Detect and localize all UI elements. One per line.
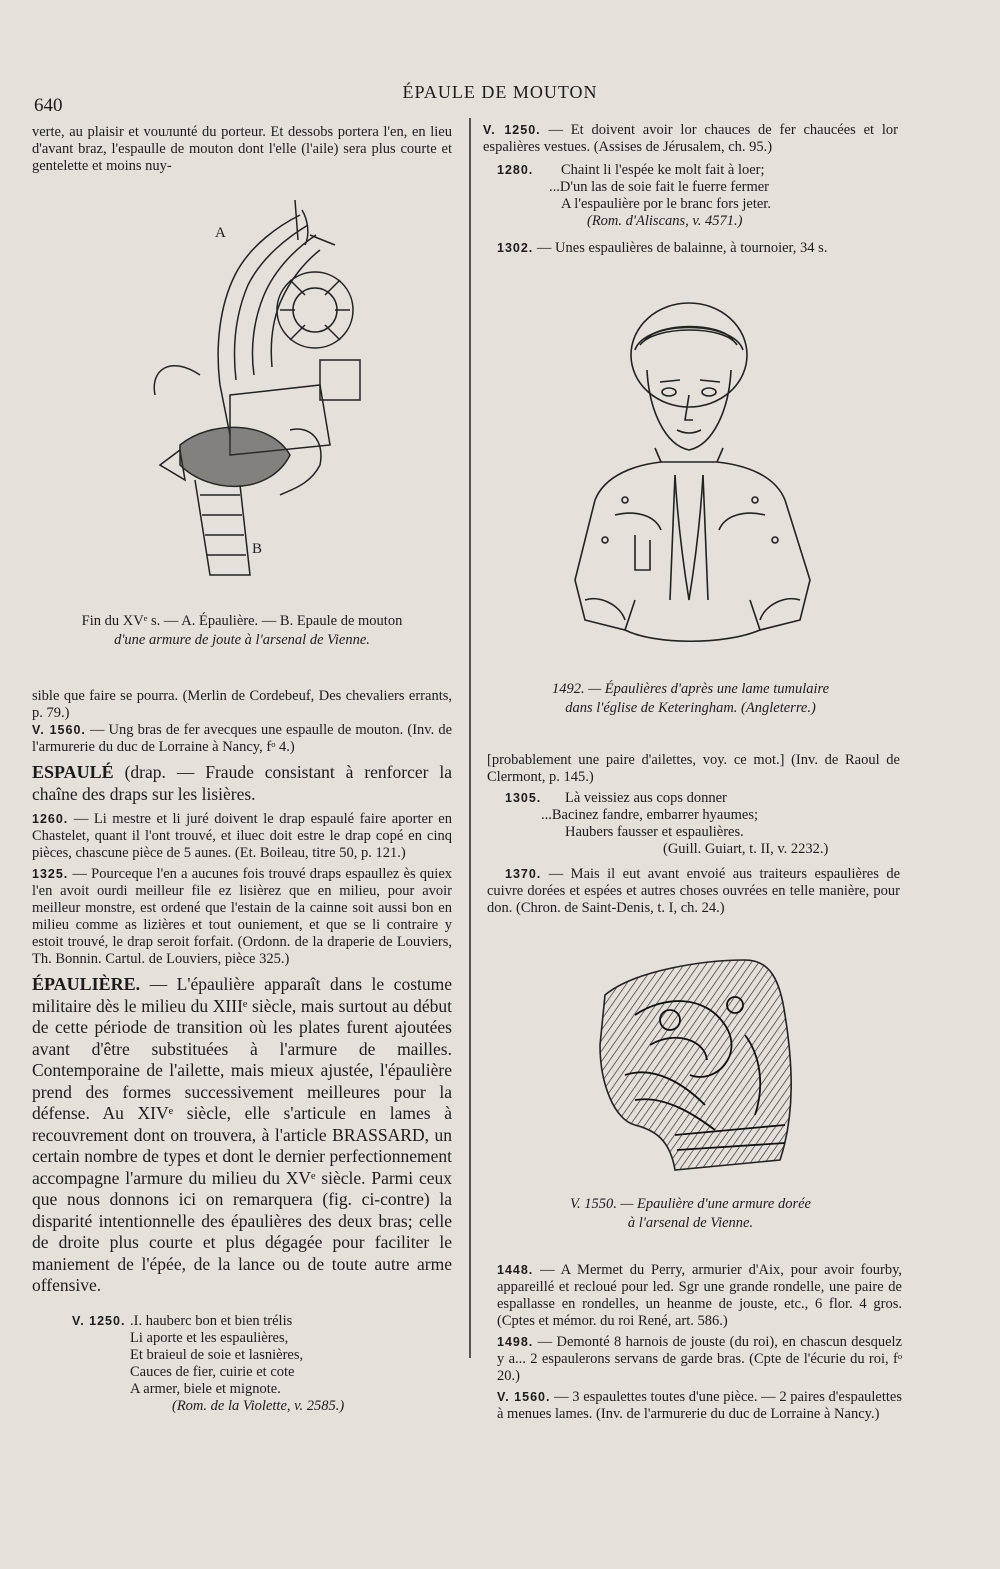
armour-drawing-figure xyxy=(140,195,390,595)
verse-line: Là veissiez aus cops donner xyxy=(565,790,727,806)
fig2-caption-line1: 1492. — Épaulières d'après une lame tumulaire xyxy=(551,681,830,697)
tomb-effigy-figure xyxy=(565,300,825,670)
running-title: ÉPAULE DE MOUTON xyxy=(402,82,598,102)
entry-year: V. 1250. xyxy=(483,123,541,137)
entry-year: V. 1560. xyxy=(497,1390,551,1404)
verse-line: A l'espaulière por le branc fors jeter. xyxy=(561,196,771,212)
verse-line: Haubers fausser et espaulières. xyxy=(565,824,744,840)
left-column xyxy=(32,124,452,175)
fig1-caption-line1: Fin du XVᵉ s. — A. Épaulière. — B. Epaule de mouton xyxy=(81,613,403,629)
verse-source: (Rom. de la Violette, v. 2585.) xyxy=(172,1397,345,1414)
epauliere-definition: — L'épaulière apparaît dans le costume militaire dès le milieu du XIIIᵉ siècle, mais surtout au début de cette période de transition où les plates furent ajoutées avant d'être substituées à l'armure de mailles. Contemporaine de l'ailette, mais mieux ajustée, l'épaulière prend des formes successivement meilleures pour la défense. Au XIVᵉ siècle, elle s'articule en lames à recouvrement dont on trouvera, à l'article BRASSARD, un certain nombre de types et dont le dernier perfectionnement accompagne l'armure du milieu du XVᵉ siècle. Parmi ceux que nous donnons ici on remarquera (fig. ci-contre) la disparité intentionnelle des épaulières des deux bras; celle de droite plus courte et plus dégagée pour faciliter le maniement de l'épée, de la lance ou de toute autre arme offensive. xyxy=(32,974,453,1295)
entry-year: 1302. xyxy=(497,241,534,255)
fig3-caption-block xyxy=(483,1195,898,1233)
entry-text: — Mais il eut avant envoié aus traiteurs espaulières de cuivre dorées et espées et autres choses ouvrées en telle manière, pour don. (Chron. de Saint-Denis, t. I, ch. 24.) xyxy=(487,866,901,916)
fig2-caption-block xyxy=(483,680,898,718)
entry-year: 1370. xyxy=(505,867,542,881)
verse-line: Et braieul de soie et lasnières, xyxy=(130,1346,304,1363)
entry-year: V. 1250. xyxy=(72,1313,126,1328)
espaule-definition: (drap. — Fraude consistant à renforcer la chaîne des draps sur les lisières. xyxy=(32,762,452,804)
verse-line: Chaint li l'espée ke molt fait à loer; xyxy=(561,162,765,178)
fig3-caption-line2: à l'arsenal de Vienne. xyxy=(627,1215,754,1231)
right-column-middle xyxy=(487,752,900,917)
verse-block xyxy=(487,790,900,858)
intro-paragraph: verte, au plaisir et vouлunté du porteur. Et dessobs portera l'en, en lieu d'avant braz, l'espaulle de mouton dont l'elle (l'aile) sera plus courte et gentelette et moins nuy- xyxy=(32,124,452,174)
verse-line: .I. hauberc bon et bien trélis xyxy=(130,1312,293,1329)
verse-source: (Rom. d'Aliscans, v. 4571.) xyxy=(587,213,743,229)
gilded-pauldron-figure xyxy=(595,955,805,1175)
entry-year: 1305. xyxy=(505,791,542,805)
verse-line: ...D'un las de soie fait le fuerre fermer xyxy=(549,179,770,195)
entry-year: V. 1560. xyxy=(32,723,86,737)
entry-year: 1260. xyxy=(32,812,69,826)
fig2-caption-line2: dans l'église de Keteringham. (Angleterre.) xyxy=(565,700,816,716)
verse-block xyxy=(483,162,898,230)
entry-text: — Et doivent avoir lor chauces de fer chaucées et lor espalières vestues. (Assises de Jérusalem, ch. 95.) xyxy=(483,122,899,155)
entry-year: 1325. xyxy=(32,867,69,881)
verse-line: A armer, biele et mignote. xyxy=(130,1380,281,1397)
column-divider xyxy=(469,118,471,1358)
verse-source: (Guill. Guiart, t. II, v. 2232.) xyxy=(663,841,829,857)
sible-paragraph: sible que faire se pourra. (Merlin de Cordebeuf, Des chevaliers errants, p. 79.) xyxy=(32,688,452,721)
verse-line: Cauces de fier, cuirie et cote xyxy=(130,1363,295,1380)
fig1-label-a: A xyxy=(215,225,226,241)
fig1-caption-line2: d'une armure de joute à l'arsenal de Vienne. xyxy=(114,632,370,648)
entry-year: 1280. xyxy=(497,163,534,177)
entry-text: — Pourceque l'en a aucunes fois trouvé draps espaullez ès quiex l'en avoit ourdi meilleur file ez lisièrez que en milieu, pour avoir meilleur monstre, est ordené que l'estain de la cainne soit aussi bon en milieu comme as lizières et tout ouniement, et que se li contraire y estoit trouvé, le drap seroit forfait. (Ordonn. de la draperie de Louviers, Th. Bonnin. Cartul. de Louviers, pièce 325.) xyxy=(32,866,453,967)
right-column-bottom xyxy=(497,1262,902,1423)
entry-text: — Demonté 8 harnois de jouste (du roi), en chascun desquelz y a... 2 espaulerons servans de garde bras. (Cpte de l'écurie du roi, fᵒ 20.) xyxy=(497,1334,903,1384)
entry-text: — Unes espaulières de balainne, à tournoier, 34 s. xyxy=(536,240,828,256)
fig3-caption-line1: V. 1550. — Epaulière d'une armure dorée xyxy=(570,1196,811,1212)
entry-text: — 3 espaulettes toutes d'une pièce. — 2 paires d'espaulettes à menues lames. (Inv. de l'armurerie du duc de Lorraine à Nancy.) xyxy=(497,1389,903,1422)
entry-text: — Li mestre et li juré doivent le drap espaulé faire aporter en Chastelet, quant il l'ont trouvé, et iluec doit estre le drap copé en cinq pièces, chascune pièce de 5 aunes. (Et. Boileau, titre 50, p. 121.) xyxy=(32,811,452,861)
verse-line: ...Bacinez fandre, embarrer hyaumes; xyxy=(541,807,758,823)
entry-text: — Ung bras de fer avecques une espaulle de mouton. (Inv. de l'armurerie du duc de Lorraine à Nancy, fᵒ 4.) xyxy=(32,722,452,755)
page-number: 640 xyxy=(34,95,63,116)
entry-year: 1498. xyxy=(497,1335,534,1349)
left-column-body xyxy=(32,688,452,1415)
verse-line: Li aporte et les espaulières, xyxy=(130,1329,289,1346)
entry-text: — A Mermet du Perry, armurier d'Aix, pour avoir fourby, appareillé et recloué pour led. Sgr une grande rondelle, une paire de espallasse en rondelles, un heanme de jouste, etc., 6 flor. 4 gros. (Cptes et mémor. du roi René, art. 586.) xyxy=(497,1262,903,1329)
fig1-label-b: B xyxy=(252,541,263,557)
fig1-caption-block xyxy=(32,612,452,650)
prob-paragraph: [probablement une paire d'ailettes, voy. ce mot.] (Inv. de Raoul de Clermont, p. 145.) xyxy=(487,752,900,785)
epauliere-heading: ÉPAULIÈRE. xyxy=(32,974,141,994)
right-column-top xyxy=(483,122,898,257)
verse-block xyxy=(32,1313,452,1415)
entry-year: 1448. xyxy=(497,1263,534,1277)
espaule-heading: ESPAULÉ xyxy=(32,762,114,782)
